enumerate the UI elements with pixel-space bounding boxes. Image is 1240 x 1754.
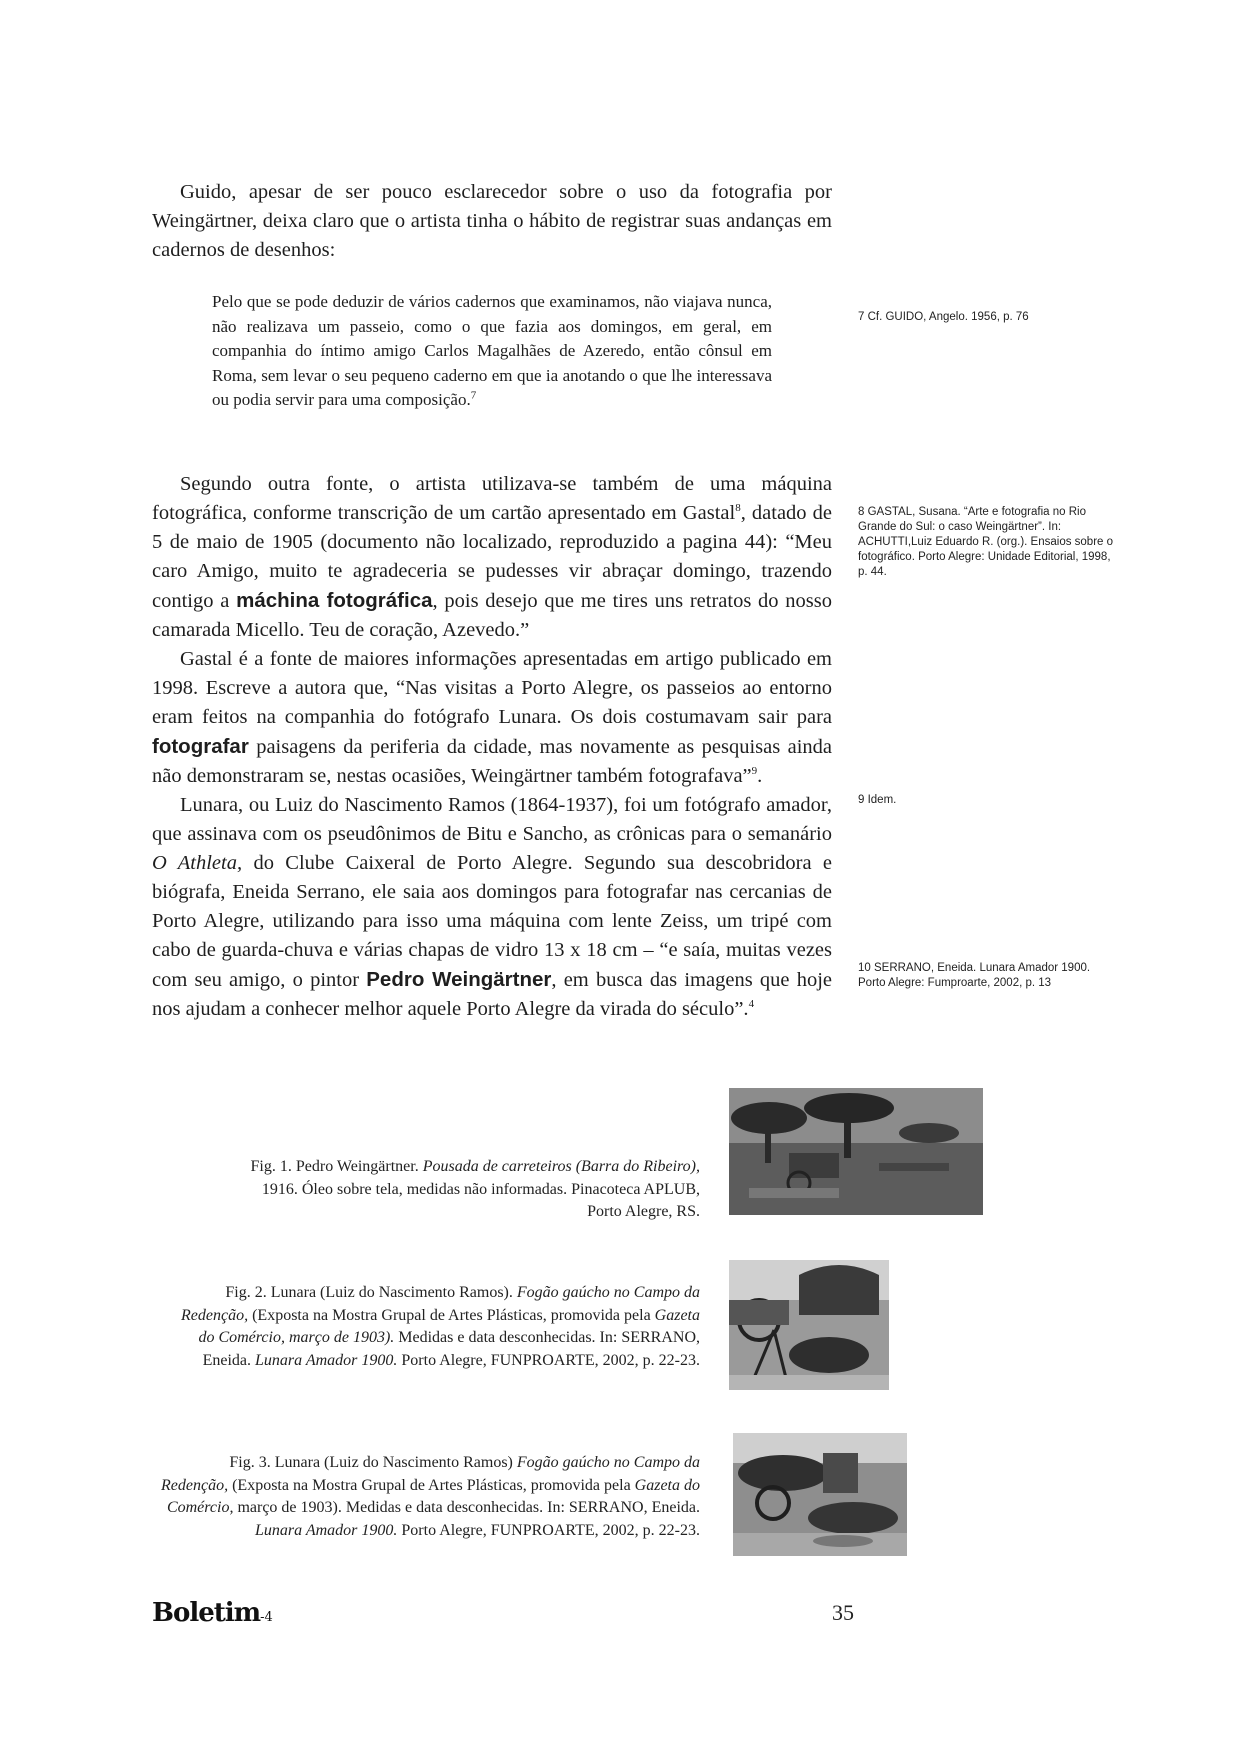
painting-image	[729, 1088, 983, 1215]
footnote-7: 7 Cf. GUIDO, Angelo. 1956, p. 76	[858, 311, 1029, 323]
bold-weingartner: Pedro Weingärtner	[366, 968, 552, 991]
paragraph-gastal: Gastal é a fonte de maiores informações apresentadas em artigo publicado em 1998. Escreve a autora que, “Nas visitas a Porto Alegre, os passeios ao entorno eram feitos na companhia do fotógrafo Lunara. Os dois costumavam sair para fotografar paisagens da periferia da cidade, mas novamente as pesquisas ainda não demonstraram se, nestas ocasiões, Weingärtner também fotografava”$^9$.	[152, 648, 832, 787]
figure-2-caption: Fig. 2. Lunara (Luiz do Nascimento Ramos). Fogão gaúcho no Campo da Redenção, (Exposta na Mostra Grupal de Artes Plásticas, promovida pela Gazeta do Comércio, março de 1903). Medidas e data desconhecidas. In: SERRANO, Eneida. Lunara Amador 1900. Porto Alegre, FUNPROARTE, 2002, p. 22-23.	[181, 1284, 700, 1369]
bold-fotografar: fotografar	[152, 735, 249, 758]
paragraph-lunara: Lunara, ou Luiz do Nascimento Ramos (1864-1937), foi um fotógrafo amador, que assinava com os pseudônimos de Bitu e Sancho, as crônicas para o semanário O Athleta, do Clube Caixeral de Porto Alegre. Segundo sua descobridora e biógrafa, Eneida Serrano, ele saia aos domingos para fotografar nas cercanias de Porto Alegre, utilizando para isso uma máquina com lente Zeiss, um tripé com cabo de guarda-chuva e várias chapas de vidro 13 x 18 cm – “e saía, muitas vezes com seu amigo, o pintor Pedro Weingärtner, em busca das imagens que hoje nos ajudam a conhecer melhor aquele Porto Alegre da virada do século”.$^4$	[152, 794, 832, 1020]
footnote-ref-7: 7	[470, 389, 477, 402]
footnote-ref-9: 9	[751, 765, 758, 778]
figure-1-caption: Fig. 1. Pedro Weingärtner. Pousada de carreteiros (Barra do Ribeiro), 1916. Óleo sobre tela, medidas não informadas. Pinacoteca APLUB, Porto Alegre, RS.	[250, 1158, 700, 1220]
intro-text: Guido, apesar de ser pouco esclarecedor sobre o uso da fotografia por Weingärtner, deixa claro que o artista tinha o hábito de registrar suas andanças em cadernos de desenhos:	[152, 181, 832, 261]
footnote-8: 8 GASTAL, Susana. “Arte e fotografia no Rio Grande do Sul: o caso Weingärtner”. In: ACHUTTI,Luiz Eduardo R. (org.). Ensaios sobre o fotográfico. Porto Alegre: Unidade Editorial, 1998, p. 44.	[858, 506, 1114, 578]
footnote-10: 10 SERRANO, Eneida. Lunara Amador 1900. Porto Alegre: Fumproarte, 2002, p. 13	[858, 962, 1091, 989]
italic-athleta: O Athleta,	[152, 852, 243, 874]
figure-3-photograph	[733, 1433, 907, 1556]
photograph-image	[729, 1260, 889, 1390]
figure-2-photograph	[729, 1260, 889, 1390]
journal-logo: Boletim-4	[152, 1598, 273, 1628]
page-number: 35	[832, 1600, 854, 1625]
intro-paragraph	[152, 178, 832, 265]
photograph-image	[733, 1433, 907, 1556]
figure-3-caption: Fig. 3. Lunara (Luiz do Nascimento Ramos) Fogão gaúcho no Campo da Redenção, (Exposta na Mostra Grupal de Artes Plásticas, promovida pela Gazeta do Comércio, março de 1903). Medidas e data desconhecidas. In: SERRANO, Eneida. Lunara Amador 1900. Porto Alegre, FUNPROARTE, 2002, p. 22-23.	[161, 1454, 700, 1539]
bold-machina: máchina fotográfica	[236, 589, 433, 612]
footnote-ref-4: 4	[748, 998, 755, 1011]
quote-text: Pelo que se pode deduzir de vários cadernos que examinamos, não viajava nunca, não realizava um passeio, como o que fazia aos domingos, em geral, em companhia do íntimo amigo Carlos Magalhães de Azeredo, então cônsul em Roma, sem levar o seu pequeno caderno em que ia anotando o que lhe interessava ou podia servir para uma composição.	[212, 292, 772, 409]
figure-1-painting	[729, 1088, 983, 1215]
paragraph-camera: Segundo outra fonte, o artista utilizava-se também de uma máquina fotográfica, conforme transcrição de um cartão apresentado em Gastal$^8$, datado de 5 de maio de 1905 (documento não localizado, reproduzido a pagina 44): “Meu caro Amigo, muito te agradeceria se pudesses vir abraçar domingo, trazendo contigo a máchina fotográfica, pois desejo que me tires uns retratos do nosso camarada Micello. Teu de coração, Azevedo.”	[152, 473, 833, 641]
block-quote	[212, 290, 772, 413]
footnote-ref-8: 8	[735, 502, 741, 515]
main-text	[152, 470, 832, 1024]
footnote-9: 9 Idem.	[858, 794, 897, 806]
